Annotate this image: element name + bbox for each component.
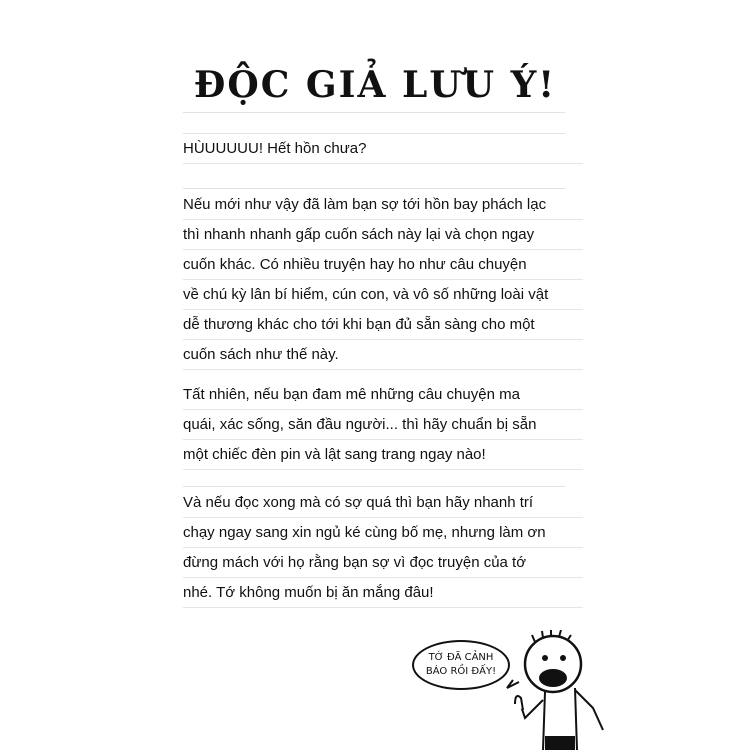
paragraph-warning <box>183 190 583 370</box>
text-line: Và nếu đọc xong mà có sợ quá thì bạn hãy nhanh trí <box>183 488 583 518</box>
cartoon-boy-illustration <box>505 630 625 750</box>
text-line: đừng mách với họ rằng bạn sợ vì đọc truyện của tớ <box>183 548 583 578</box>
text-line: Tất nhiên, nếu bạn đam mê những câu chuyện ma <box>183 380 583 410</box>
ruled-line <box>183 486 565 487</box>
ruled-line <box>183 112 565 113</box>
text-line: chạy ngay sang xin ngủ ké cùng bố mẹ, nhưng làm ơn <box>183 518 583 548</box>
text-line: Nếu mới như vậy đã làm bạn sợ tới hồn bay phách lạc <box>183 190 583 220</box>
text-line: một chiếc đèn pin và lật sang trang ngay nào! <box>183 440 583 470</box>
text-line: cuốn sách như thế này. <box>183 340 583 370</box>
page-title: ĐỘC GIẢ LƯU Ý! <box>193 64 557 106</box>
paragraph-intro <box>183 134 583 164</box>
ruled-line <box>183 188 565 189</box>
text-line: quái, xác sống, săn đầu người... thì hãy chuẩn bị sẵn <box>183 410 583 440</box>
speech-bubble <box>412 640 510 690</box>
paragraph-horror <box>183 380 583 470</box>
text-line: cuốn khác. Có nhiều truyện hay ho như câu chuyện <box>183 250 583 280</box>
paragraph-parents <box>183 488 583 608</box>
speech-line: BÁO RỒI ĐẤY! <box>425 666 497 677</box>
text-line: HÙUUUUU! Hết hồn chưa? <box>183 134 583 164</box>
text-line: dễ thương khác cho tới khi bạn đủ sẵn sàng cho một <box>183 310 583 340</box>
text-line: thì nhanh nhanh gấp cuốn sách này lại và chọn ngay <box>183 220 583 250</box>
text-line: về chú kỳ lân bí hiểm, cún con, và vô số những loài vật <box>183 280 583 310</box>
text-line: nhé. Tớ không muốn bị ăn mắng đâu! <box>183 578 583 608</box>
speech-line: TỚ ĐÃ CẢNH <box>428 652 494 663</box>
